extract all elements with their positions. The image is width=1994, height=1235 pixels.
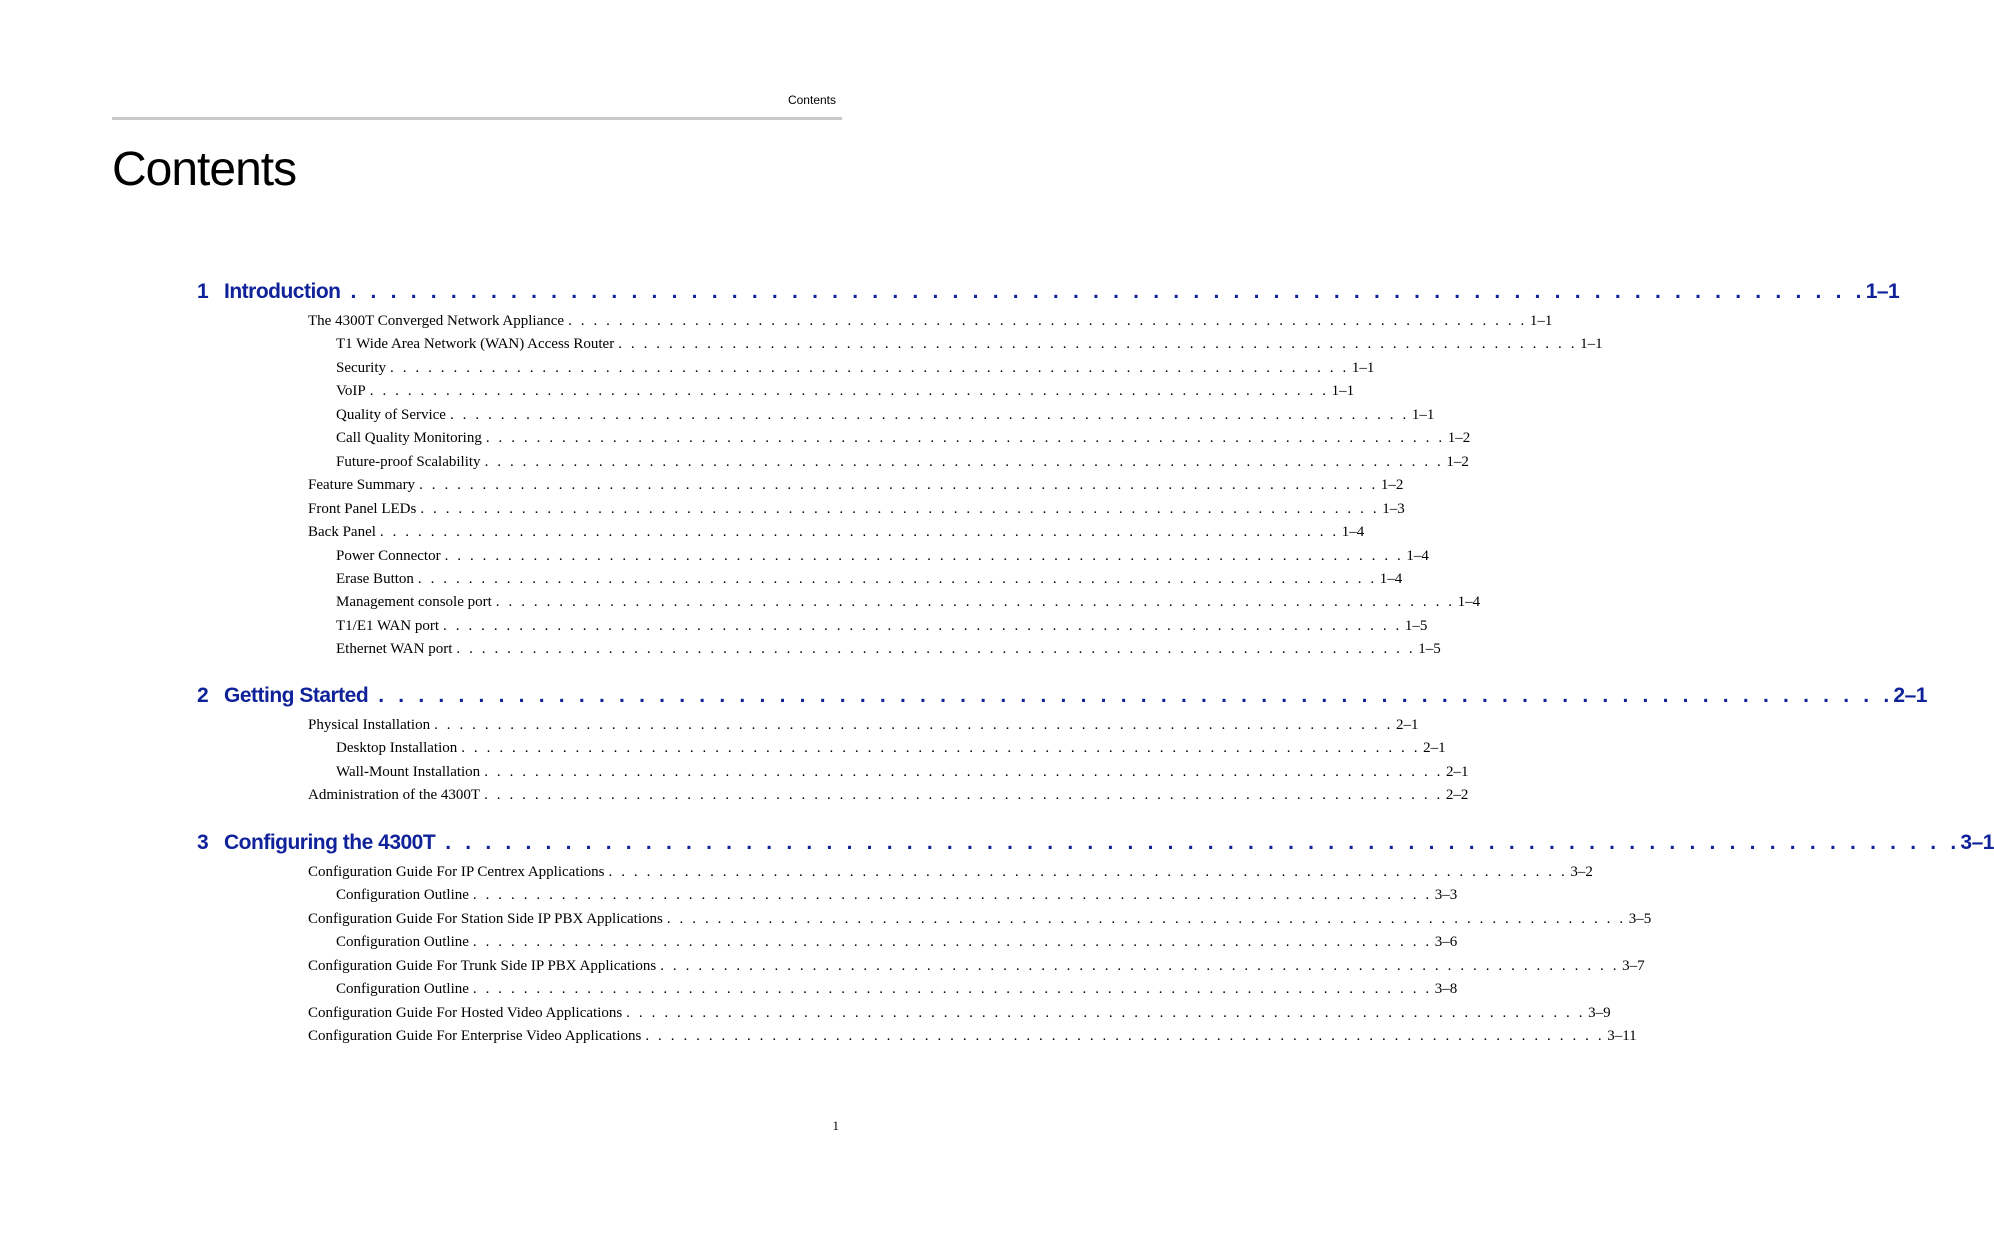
header-rule: [112, 117, 842, 120]
entry-page: 3–11: [1607, 1028, 1637, 1045]
toc-chapter-3[interactable]: [197, 831, 1994, 861]
entry-page: 1–1: [1529, 313, 1553, 329]
toc-entry[interactable]: [336, 383, 1355, 405]
dot-leader: . . . . . . . . . . . . . . . . . . . . . . . . . . . . . . . . . . . . . . . . . . . . . . . . . . . . . . . . . . . . . . . . . . . . . . . . . . . .: [379, 524, 1339, 541]
dot-leader: . . . . . . . . . . . . . . . . . . . . . . . . . . . . . . . . . . . . . . . . . . . . . . . . . . . . . . . . . . . . . . . . . . . . . . . . . . . .: [419, 477, 1378, 494]
toc-entry[interactable]: [308, 717, 1419, 739]
dot-leader: . . . . . . . . . . . . . . . . . . . . . . . . . . . . . . . . . . . . . . . . . . . . . . . . . . . . . . . . . . . . . . . . . . . . . . . . . . . .: [618, 336, 1578, 353]
dot-leader: . . . . . . . . . . . . . . . . . . . . . . . . . . . . . . . . . . . . . . . . . . . . . . . . . . . . . . . . . . . . . . . . . . . . . . . . . . . .: [608, 864, 1568, 880]
chapter-page: 3–1: [1960, 831, 1994, 854]
toc-entry[interactable]: [308, 313, 1553, 335]
dot-leader: . . . . . . . . . . . . . . . . . . . . . . . . . . . . . . . . . . . . . . . . . . . . . . . . . . . . . . . . . . . . . . . . . . . . . . . . . . . .: [660, 957, 1620, 974]
dot-leader: . . . . . . . . . . . . . . . . . . . . . . . . . . . . . . . . . . . . . . . . . . . . . . . . . . . . . . . . . . . . . . . . . . . . . . . . . . . .: [472, 887, 1432, 904]
entry-title[interactable]: VoIP: [336, 383, 366, 400]
dot-leader: . . . . . . . . . . . . . . . . . . . . . . . . . . . . . . . . . . . . . . . . . . . . . . . . . . . . . . . . . . . . . . . . . . . . . . . . . . . .: [378, 684, 1894, 707]
toc-entry[interactable]: [336, 547, 1429, 570]
toc-entry[interactable]: [308, 500, 1405, 523]
chapter-title[interactable]: Getting Started: [224, 684, 369, 707]
entry-page: 1–3: [1382, 500, 1405, 517]
entry-page: 1–1: [1351, 359, 1375, 376]
entry-page: 3–7: [1622, 957, 1645, 974]
dot-leader: . . . . . . . . . . . . . . . . . . . . . . . . . . . . . . . . . . . . . . . . . . . . . . . . . . . . . . . . . . . . . . . . . . . . . . . . . . . .: [443, 617, 1402, 634]
entry-title[interactable]: Back Panel: [308, 524, 376, 541]
dot-leader: . . . . . . . . . . . . . . . . . . . . . . . . . . . . . . . . . . . . . . . . . . . . . . . . . . . . . . . . . . . . . . . . . . . . . . . . . . . .: [645, 1028, 1605, 1045]
dot-leader: . . . . . . . . . . . . . . . . . . . . . . . . . . . . . . . . . . . . . . . . . . . . . . . . . . . . . . . . . . . . . . . . . . . . . . . . . . . .: [417, 570, 1377, 587]
entry-title[interactable]: T1/E1 WAN port: [336, 617, 440, 634]
page-number: 1: [832, 1118, 839, 1133]
entry-page: 1–1: [1580, 336, 1603, 353]
dot-leader: . . . . . . . . . . . . . . . . . . . . . . . . . . . . . . . . . . . . . . . . . . . . . . . . . . . . . . . . . . . . . . . . . . . . . . . . . . . .: [350, 280, 1866, 303]
entry-title[interactable]: Power Connector: [336, 547, 441, 564]
toc-entry[interactable]: [336, 359, 1375, 382]
entry-page: 3–3: [1434, 887, 1458, 904]
chapter-title[interactable]: Introduction: [224, 280, 341, 303]
entry-page: 3–8: [1434, 981, 1458, 998]
entry-page: 1–2: [1447, 430, 1471, 447]
dot-leader: . . . . . . . . . . . . . . . . . . . . . . . . . . . . . . . . . . . . . . . . . . . . . . . . . . . . . . . . . . . . . . . . . . . . . . . . . . . .: [434, 717, 1393, 733]
entry-page: 1–2: [1380, 477, 1404, 494]
dot-leader: . . . . . . . . . . . . . . . . . . . . . . . . . . . . . . . . . . . . . . . . . . . . . . . . . . . . . . . . . . . . . . . . . . . . . . . . . . . .: [461, 740, 1421, 757]
chapter-page: 2–1: [1893, 684, 1927, 707]
entry-title[interactable]: Erase Button: [336, 570, 414, 587]
entry-title[interactable]: Configuration Guide For Trunk Side IP PBX Applications: [308, 957, 657, 974]
entry-page: 2–1: [1423, 740, 1446, 757]
chapter-number: 1: [197, 280, 209, 303]
entry-title[interactable]: Ethernet WAN port: [336, 641, 453, 658]
entry-page: 3–2: [1570, 864, 1593, 880]
chapter-number: 2: [197, 684, 209, 707]
entry-title[interactable]: Physical Installation: [308, 717, 431, 733]
running-header: Contents: [787, 93, 836, 107]
toc-entry[interactable]: [308, 787, 1469, 809]
entry-page: 1–2: [1446, 453, 1469, 470]
entry-page: 2–1: [1446, 763, 1469, 780]
entry-title[interactable]: Management console port: [336, 594, 492, 611]
entry-title[interactable]: Administration of the 4300T: [308, 787, 481, 804]
toc-entry[interactable]: [308, 1028, 1637, 1050]
dot-leader: . . . . . . . . . . . . . . . . . . . . . . . . . . . . . . . . . . . . . . . . . . . . . . . . . . . . . . . . . . . . . . . . . . . . . . . . . . . .: [472, 934, 1432, 951]
entry-title[interactable]: Quality of Service: [336, 406, 446, 423]
entry-title[interactable]: Wall-Mount Installation: [336, 763, 481, 780]
chapter-number: 3: [197, 831, 209, 854]
toc-entry[interactable]: [336, 617, 1428, 640]
entry-page: 1–5: [1404, 617, 1428, 634]
entry-title[interactable]: Security: [336, 359, 386, 376]
toc-chapter-2[interactable]: [197, 684, 1927, 714]
toc-entry[interactable]: [336, 934, 1458, 956]
dot-leader: . . . . . . . . . . . . . . . . . . . . . . . . . . . . . . . . . . . . . . . . . . . . . . . . . . . . . . . . . . . . . . . . . . . . . . . . . . . .: [568, 313, 1527, 329]
entry-title[interactable]: Configuration Guide For Enterprise Video Applications: [308, 1028, 642, 1045]
entry-title[interactable]: Future-proof Scalability: [336, 453, 481, 470]
entry-title[interactable]: Front Panel LEDs: [308, 500, 417, 517]
toc-entry[interactable]: [308, 910, 1652, 933]
toc-entry[interactable]: [336, 336, 1603, 358]
toc-entry[interactable]: [336, 430, 1471, 452]
entry-page: 3–5: [1628, 910, 1652, 927]
entry-title[interactable]: Configuration Outline: [336, 887, 469, 904]
entry-page: 1–4: [1406, 547, 1429, 564]
toc-entry[interactable]: [336, 641, 1441, 663]
toc-entry[interactable]: [336, 887, 1458, 909]
entry-page: 1–1: [1331, 383, 1355, 400]
toc-entry[interactable]: [336, 763, 1469, 786]
dot-leader: . . . . . . . . . . . . . . . . . . . . . . . . . . . . . . . . . . . . . . . . . . . . . . . . . . . . . . . . . . . . . . . . . . . . . . . . . . . .: [390, 359, 1349, 376]
dot-leader: . . . . . . . . . . . . . . . . . . . . . . . . . . . . . . . . . . . . . . . . . . . . . . . . . . . . . . . . . . . . . . . . . . . . . . . . . . . .: [484, 787, 1443, 804]
dot-leader: . . . . . . . . . . . . . . . . . . . . . . . . . . . . . . . . . . . . . . . . . . . . . . . . . . . . . . . . . . . . . . . . . . . . . . . . . . . .: [484, 763, 1444, 780]
toc-entry[interactable]: [336, 981, 1458, 1003]
entry-title[interactable]: T1 Wide Area Network (WAN) Access Router: [336, 336, 615, 353]
entry-page: 2–2: [1445, 787, 1469, 804]
dot-leader: . . . . . . . . . . . . . . . . . . . . . . . . . . . . . . . . . . . . . . . . . . . . . . . . . . . . . . . . . . . . . . . . . . . . . . . . . . . .: [444, 547, 1404, 564]
entry-title[interactable]: Configuration Outline: [336, 981, 469, 998]
dot-leader: . . . . . . . . . . . . . . . . . . . . . . . . . . . . . . . . . . . . . . . . . . . . . . . . . . . . . . . . . . . . . . . . . . . . . . . . . . . .: [472, 981, 1432, 998]
entry-page: 1–1: [1411, 406, 1435, 423]
entry-title[interactable]: Configuration Guide For Hosted Video Applications: [308, 1004, 623, 1021]
toc-chapter-1[interactable]: [197, 280, 1900, 310]
chapter-title[interactable]: Configuring the 4300T: [224, 831, 436, 854]
entry-title[interactable]: Configuration Guide For Station Side IP PBX Applications: [308, 910, 663, 927]
chapter-page: 1–1: [1865, 280, 1900, 303]
toc-entry[interactable]: [308, 957, 1645, 980]
page-title: Contents: [112, 143, 297, 196]
dot-leader: . . . . . . . . . . . . . . . . . . . . . . . . . . . . . . . . . . . . . . . . . . . . . . . . . . . . . . . . . . . . . . . . . . . . . . . . . . . .: [495, 594, 1455, 611]
entry-page: 3–6: [1434, 934, 1458, 951]
dot-leader: . . . . . . . . . . . . . . . . . . . . . . . . . . . . . . . . . . . . . . . . . . . . . . . . . . . . . . . . . . . . . . . . . . . . . . . . . . . .: [666, 910, 1626, 927]
entry-title[interactable]: Call Quality Monitoring: [336, 430, 482, 447]
entry-page: 1–4: [1341, 524, 1365, 541]
dot-leader: . . . . . . . . . . . . . . . . . . . . . . . . . . . . . . . . . . . . . . . . . . . . . . . . . . . . . . . . . . . . . . . . . . . . . . . . . . . .: [445, 831, 1961, 854]
entry-title[interactable]: Configuration Outline: [336, 934, 469, 951]
toc-entry[interactable]: [308, 1004, 1611, 1027]
dot-leader: . . . . . . . . . . . . . . . . . . . . . . . . . . . . . . . . . . . . . . . . . . . . . . . . . . . . . . . . . . . . . . . . . . . . . . . . . . . .: [369, 383, 1329, 400]
toc-entry[interactable]: [308, 524, 1365, 546]
entry-title[interactable]: Desktop Installation: [336, 740, 458, 757]
toc-entry[interactable]: [336, 570, 1403, 593]
dot-leader: . . . . . . . . . . . . . . . . . . . . . . . . . . . . . . . . . . . . . . . . . . . . . . . . . . . . . . . . . . . . . . . . . . . . . . . . . . . .: [449, 406, 1409, 423]
entry-page: 1–4: [1379, 570, 1403, 587]
entry-page: 2–1: [1395, 717, 1419, 733]
entry-title[interactable]: The 4300T Converged Network Appliance: [308, 313, 565, 329]
dot-leader: . . . . . . . . . . . . . . . . . . . . . . . . . . . . . . . . . . . . . . . . . . . . . . . . . . . . . . . . . . . . . . . . . . . . . . . . . . . .: [484, 453, 1444, 470]
entry-title[interactable]: Configuration Guide For IP Centrex Applications: [308, 864, 605, 880]
entry-title[interactable]: Feature Summary: [308, 477, 416, 494]
toc-entry[interactable]: [336, 453, 1469, 476]
entry-page: 1–4: [1457, 594, 1481, 611]
toc-entry[interactable]: [336, 740, 1446, 762]
toc-entry[interactable]: [308, 864, 1593, 886]
dot-leader: . . . . . . . . . . . . . . . . . . . . . . . . . . . . . . . . . . . . . . . . . . . . . . . . . . . . . . . . . . . . . . . . . . . . . . . . . . . .: [626, 1004, 1586, 1021]
entry-page: 1–5: [1418, 641, 1441, 658]
dot-leader: . . . . . . . . . . . . . . . . . . . . . . . . . . . . . . . . . . . . . . . . . . . . . . . . . . . . . . . . . . . . . . . . . . . . . . . . . . . .: [456, 641, 1416, 658]
dot-leader: . . . . . . . . . . . . . . . . . . . . . . . . . . . . . . . . . . . . . . . . . . . . . . . . . . . . . . . . . . . . . . . . . . . . . . . . . . . .: [420, 500, 1380, 517]
toc-entry[interactable]: [336, 406, 1435, 429]
toc-entry[interactable]: [308, 477, 1404, 499]
entry-page: 3–9: [1588, 1004, 1611, 1021]
toc-entry[interactable]: [336, 594, 1481, 616]
dot-leader: . . . . . . . . . . . . . . . . . . . . . . . . . . . . . . . . . . . . . . . . . . . . . . . . . . . . . . . . . . . . . . . . . . . . . . . . . . . .: [485, 430, 1445, 447]
